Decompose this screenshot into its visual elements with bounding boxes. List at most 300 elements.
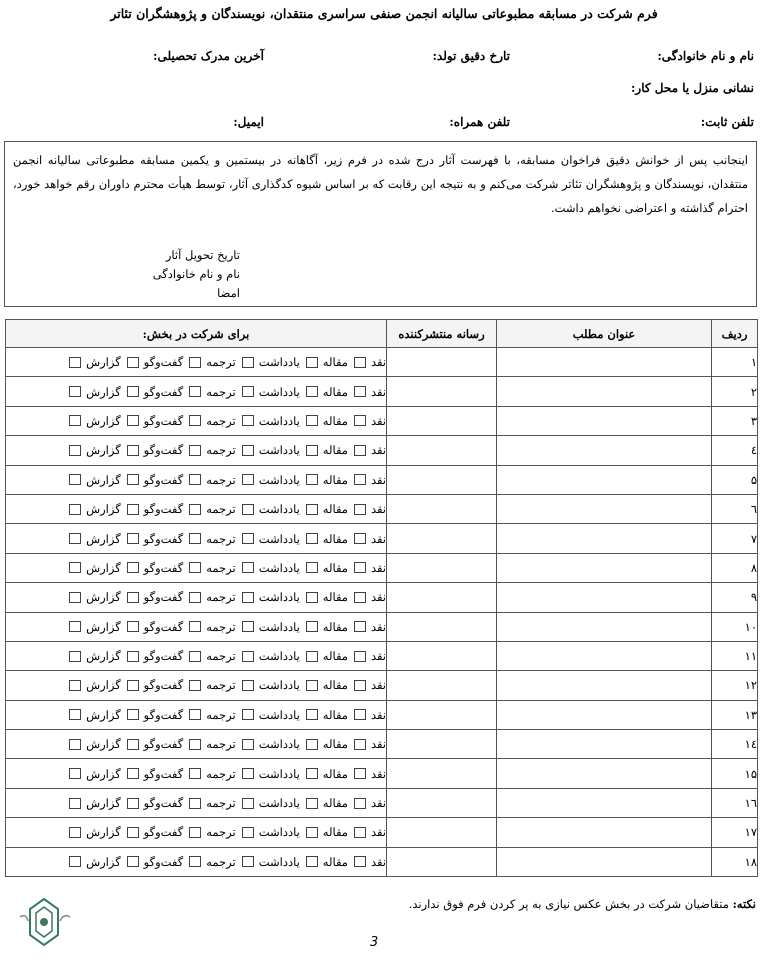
section-option-label: یادداشت [258, 443, 300, 458]
publisher-cell[interactable] [387, 788, 497, 817]
section-option-label: یادداشت [258, 649, 300, 664]
row-number: ۲ [712, 377, 758, 406]
checkbox[interactable] [354, 562, 366, 573]
checkbox[interactable] [354, 445, 366, 456]
section-option-label: مقاله [322, 649, 348, 664]
checkbox[interactable] [306, 709, 318, 720]
section-option [127, 708, 184, 722]
section-options [6, 385, 386, 399]
row-number: ۱۷ [712, 818, 758, 847]
section-option-label: گزارش [86, 707, 121, 722]
section-option-label: مقاله [322, 796, 348, 811]
checkbox[interactable] [306, 621, 318, 632]
publisher-cell[interactable] [387, 641, 497, 670]
checkbox[interactable] [354, 739, 366, 750]
section-options [6, 678, 386, 692]
section-option-label: نقد [370, 443, 386, 458]
checkbox[interactable] [306, 768, 318, 779]
checkbox[interactable] [127, 533, 139, 544]
publisher-cell[interactable] [387, 818, 497, 847]
checkbox[interactable] [189, 445, 201, 456]
section-option-label: گزارش [86, 649, 121, 664]
section-option-label: ترجمه [206, 825, 236, 840]
table-row [6, 671, 758, 700]
checkbox[interactable] [354, 680, 366, 691]
section-option [69, 385, 121, 399]
checkbox[interactable] [189, 651, 201, 662]
section-option [127, 737, 184, 751]
checkbox[interactable] [306, 415, 318, 426]
checkbox[interactable] [69, 386, 81, 397]
section-option [69, 473, 121, 487]
table-row [6, 524, 758, 553]
section-option [306, 532, 348, 546]
checkbox[interactable] [189, 709, 201, 720]
checkbox[interactable] [69, 415, 81, 426]
checkbox[interactable] [242, 445, 254, 456]
section-option-label: گفت‌وگو [143, 766, 184, 781]
checkbox[interactable] [127, 768, 139, 779]
checkbox[interactable] [242, 415, 254, 426]
note-text: متقاضیان شرکت در بخش عکس نیازی به پر کردن فرم فوق ندارند. [408, 897, 729, 911]
section-option-label: نقد [370, 590, 386, 605]
checkbox[interactable] [189, 798, 201, 809]
section-option-label: مقاله [322, 560, 348, 575]
checkbox[interactable] [189, 621, 201, 632]
section-option-label: یادداشت [258, 737, 300, 752]
section-option [69, 708, 121, 722]
table-row [6, 494, 758, 523]
row-number: ۸ [712, 553, 758, 582]
section-option [242, 620, 300, 634]
section-option-label: نقد [370, 560, 386, 575]
sections-cell [6, 406, 387, 435]
publisher-cell[interactable] [387, 553, 497, 582]
header-row-number: ردیف [712, 320, 758, 348]
checkbox[interactable] [69, 856, 81, 867]
section-option-label: ترجمه [206, 678, 236, 693]
sections-cell [6, 700, 387, 729]
section-option-label: ترجمه [206, 472, 236, 487]
section-option [127, 385, 184, 399]
checkbox[interactable] [189, 504, 201, 515]
section-option [69, 620, 121, 634]
section-option [242, 855, 300, 869]
section-option [69, 678, 121, 692]
checkbox[interactable] [69, 474, 81, 485]
section-options [6, 796, 386, 810]
checkbox[interactable] [127, 504, 139, 515]
checkbox[interactable] [242, 856, 254, 867]
email-field-label: ایمیل: [233, 115, 264, 129]
section-option [242, 532, 300, 546]
checkbox[interactable] [189, 357, 201, 368]
checkbox[interactable] [354, 798, 366, 809]
section-option-label: نقد [370, 531, 386, 546]
checkbox[interactable] [127, 415, 139, 426]
section-option [306, 708, 348, 722]
checkbox[interactable] [189, 827, 201, 838]
section-option-label: گزارش [86, 766, 121, 781]
checkbox[interactable] [69, 621, 81, 632]
checkbox[interactable] [69, 592, 81, 603]
section-option [306, 620, 348, 634]
checkbox[interactable] [354, 621, 366, 632]
section-option [354, 414, 386, 428]
checkbox[interactable] [189, 592, 201, 603]
checkbox[interactable] [69, 798, 81, 809]
checkbox[interactable] [306, 533, 318, 544]
checkbox[interactable] [242, 357, 254, 368]
table-row [6, 847, 758, 876]
sections-cell [6, 524, 387, 553]
title-cell[interactable] [497, 494, 712, 523]
checkbox[interactable] [242, 592, 254, 603]
section-option [354, 825, 386, 839]
section-option [127, 678, 184, 692]
sections-cell [6, 818, 387, 847]
checkbox[interactable] [242, 768, 254, 779]
title-cell[interactable] [497, 583, 712, 612]
section-option [354, 796, 386, 810]
section-option [354, 473, 386, 487]
checkbox[interactable] [127, 680, 139, 691]
row-number: ۱٤ [712, 730, 758, 759]
entries-table [5, 319, 758, 877]
checkbox[interactable] [127, 386, 139, 397]
section-option-label: یادداشت [258, 678, 300, 693]
section-option [242, 708, 300, 722]
sections-cell [6, 583, 387, 612]
checkbox[interactable] [306, 357, 318, 368]
section-option [354, 443, 386, 457]
section-option-label: گفت‌وگو [143, 854, 184, 869]
checkbox[interactable] [354, 415, 366, 426]
checkbox[interactable] [354, 504, 366, 515]
section-option [189, 443, 235, 457]
checkbox[interactable] [69, 357, 81, 368]
publisher-cell[interactable] [387, 494, 497, 523]
checkbox[interactable] [189, 856, 201, 867]
checkbox[interactable] [242, 709, 254, 720]
title-cell[interactable] [497, 612, 712, 641]
checkbox[interactable] [306, 592, 318, 603]
checkbox[interactable] [306, 386, 318, 397]
logo-graphic [14, 895, 74, 951]
section-option [189, 649, 235, 663]
section-option-label: گزارش [86, 560, 121, 575]
checkbox[interactable] [354, 592, 366, 603]
checkbox[interactable] [306, 827, 318, 838]
checkbox[interactable] [242, 827, 254, 838]
section-option [127, 414, 184, 428]
table-row [6, 730, 758, 759]
section-options [6, 737, 386, 751]
section-options [6, 825, 386, 839]
checkbox[interactable] [354, 651, 366, 662]
section-option-label: گفت‌وگو [143, 737, 184, 752]
section-option [354, 767, 386, 781]
sections-cell [6, 847, 387, 876]
title-cell[interactable] [497, 759, 712, 788]
section-option-label: گفت‌وگو [143, 384, 184, 399]
checkbox[interactable] [306, 474, 318, 485]
section-option-label: مقاله [322, 590, 348, 605]
section-option [242, 590, 300, 604]
section-option-label: گفت‌وگو [143, 619, 184, 634]
section-option [354, 385, 386, 399]
checkbox[interactable] [127, 798, 139, 809]
publisher-cell[interactable] [387, 524, 497, 553]
table-row [6, 788, 758, 817]
title-cell[interactable] [497, 436, 712, 465]
section-option-label: نقد [370, 502, 386, 517]
checkbox[interactable] [189, 415, 201, 426]
row-number: ۱۵ [712, 759, 758, 788]
checkbox[interactable] [69, 709, 81, 720]
checkbox[interactable] [127, 709, 139, 720]
checkbox[interactable] [69, 739, 81, 750]
checkbox[interactable] [354, 827, 366, 838]
section-option [242, 649, 300, 663]
checkbox[interactable] [189, 680, 201, 691]
section-option [127, 473, 184, 487]
sections-cell [6, 377, 387, 406]
checkbox[interactable] [69, 504, 81, 515]
publisher-cell[interactable] [387, 671, 497, 700]
title-cell[interactable] [497, 818, 712, 847]
checkbox[interactable] [127, 357, 139, 368]
section-option-label: نقد [370, 384, 386, 399]
title-cell[interactable] [497, 847, 712, 876]
title-cell[interactable] [497, 406, 712, 435]
section-option-label: یادداشت [258, 707, 300, 722]
checkbox[interactable] [306, 798, 318, 809]
section-option [354, 561, 386, 575]
publisher-cell[interactable] [387, 700, 497, 729]
section-option-label: گزارش [86, 355, 121, 370]
section-option-label: نقد [370, 472, 386, 487]
table-row [6, 377, 758, 406]
row-number: ۱۲ [712, 671, 758, 700]
mobile-field-label: تلفن همراه: [449, 115, 510, 129]
checkbox[interactable] [242, 798, 254, 809]
row-number: ۹ [712, 583, 758, 612]
title-cell[interactable] [497, 553, 712, 582]
section-option [189, 414, 235, 428]
publisher-cell[interactable] [387, 583, 497, 612]
publisher-cell[interactable] [387, 377, 497, 406]
section-options [6, 355, 386, 369]
section-options [6, 708, 386, 722]
publisher-cell[interactable] [387, 612, 497, 641]
checkbox[interactable] [127, 445, 139, 456]
checkbox[interactable] [306, 680, 318, 691]
checkbox[interactable] [127, 592, 139, 603]
row-number: ۱۸ [712, 847, 758, 876]
row-number: ۱٦ [712, 788, 758, 817]
section-options [6, 767, 386, 781]
checkbox[interactable] [242, 739, 254, 750]
section-option-label: ترجمه [206, 619, 236, 634]
checkbox[interactable] [127, 651, 139, 662]
checkbox[interactable] [242, 621, 254, 632]
address-field-label: نشانی منزل یا محل کار: [631, 81, 754, 95]
sections-cell [6, 436, 387, 465]
section-option [189, 502, 235, 516]
checkbox[interactable] [306, 856, 318, 867]
section-option-label: یادداشت [258, 384, 300, 399]
section-option-label: گفت‌وگو [143, 443, 184, 458]
checkbox[interactable] [127, 856, 139, 867]
checkbox[interactable] [354, 474, 366, 485]
section-option [69, 561, 121, 575]
checkbox[interactable] [354, 709, 366, 720]
section-options [6, 649, 386, 663]
checkbox[interactable] [354, 386, 366, 397]
checkbox[interactable] [354, 768, 366, 779]
checkbox[interactable] [189, 474, 201, 485]
publisher-cell[interactable] [387, 465, 497, 494]
checkbox[interactable] [189, 386, 201, 397]
checkbox[interactable] [242, 651, 254, 662]
publisher-cell[interactable] [387, 730, 497, 759]
publisher-cell[interactable] [387, 406, 497, 435]
section-option [189, 825, 235, 839]
checkbox[interactable] [69, 680, 81, 691]
section-option-label: مقاله [322, 531, 348, 546]
title-cell[interactable] [497, 730, 712, 759]
section-option [242, 414, 300, 428]
title-cell[interactable] [497, 524, 712, 553]
section-option-label: نقد [370, 649, 386, 664]
section-option [69, 590, 121, 604]
birthdate-field-label: تارخ دقیق تولد: [432, 49, 510, 63]
section-option [189, 590, 235, 604]
checkbox[interactable] [127, 827, 139, 838]
section-option-label: ترجمه [206, 707, 236, 722]
checkbox[interactable] [69, 562, 81, 573]
publisher-cell[interactable] [387, 759, 497, 788]
section-option-label: گفت‌وگو [143, 590, 184, 605]
section-option-label: مقاله [322, 384, 348, 399]
checkbox[interactable] [69, 768, 81, 779]
checkbox[interactable] [189, 768, 201, 779]
checkbox[interactable] [69, 445, 81, 456]
section-option-label: گفت‌وگو [143, 355, 184, 370]
title-cell[interactable] [497, 377, 712, 406]
publisher-cell[interactable] [387, 348, 497, 377]
checkbox[interactable] [69, 827, 81, 838]
checkbox[interactable] [242, 562, 254, 573]
section-option [127, 532, 184, 546]
publisher-cell[interactable] [387, 436, 497, 465]
checkbox[interactable] [242, 386, 254, 397]
section-option-label: نقد [370, 737, 386, 752]
title-cell[interactable] [497, 465, 712, 494]
theater-logo [14, 895, 74, 955]
checkbox[interactable] [242, 474, 254, 485]
checkbox[interactable] [69, 651, 81, 662]
section-option-label: یادداشت [258, 472, 300, 487]
title-cell[interactable] [497, 671, 712, 700]
signature-block [140, 246, 240, 303]
section-option [306, 855, 348, 869]
checkbox[interactable] [189, 739, 201, 750]
publisher-cell[interactable] [387, 847, 497, 876]
sections-cell [6, 730, 387, 759]
checkbox[interactable] [354, 533, 366, 544]
section-option-label: گزارش [86, 590, 121, 605]
section-option [127, 355, 184, 369]
section-option-label: گفت‌وگو [143, 796, 184, 811]
checkbox[interactable] [189, 562, 201, 573]
section-option-label: ترجمه [206, 649, 236, 664]
section-option-label: گزارش [86, 796, 121, 811]
section-option-label: مقاله [322, 472, 348, 487]
title-cell[interactable] [497, 641, 712, 670]
table-row [6, 612, 758, 641]
sections-cell [6, 671, 387, 700]
section-option [306, 678, 348, 692]
section-option [69, 767, 121, 781]
checkbox[interactable] [189, 533, 201, 544]
header-publisher: رسانه منتشرکننده [387, 320, 497, 348]
section-option-label: مقاله [322, 355, 348, 370]
delivery-date-label: تاریخ تحویل آثار [165, 248, 240, 262]
checkbox[interactable] [69, 533, 81, 544]
checkbox[interactable] [306, 739, 318, 750]
section-option-label: ترجمه [206, 766, 236, 781]
section-option-label: نقد [370, 619, 386, 634]
checkbox[interactable] [127, 562, 139, 573]
section-option-label: ترجمه [206, 796, 236, 811]
section-option-label: یادداشت [258, 796, 300, 811]
section-option [127, 825, 184, 839]
title-cell[interactable] [497, 788, 712, 817]
checkbox[interactable] [306, 562, 318, 573]
checkbox[interactable] [127, 474, 139, 485]
title-cell[interactable] [497, 700, 712, 729]
section-option [242, 355, 300, 369]
section-option [306, 767, 348, 781]
checkbox[interactable] [306, 445, 318, 456]
checkbox[interactable] [242, 533, 254, 544]
checkbox[interactable] [354, 357, 366, 368]
section-options [6, 532, 386, 546]
checkbox[interactable] [127, 739, 139, 750]
table-row [6, 406, 758, 435]
table-row [6, 583, 758, 612]
section-option-label: گفت‌وگو [143, 707, 184, 722]
checkbox[interactable] [306, 504, 318, 515]
checkbox[interactable] [242, 680, 254, 691]
section-option [242, 767, 300, 781]
section-option [242, 796, 300, 810]
form-title: فرم شرکت در مسابقه مطبوعاتی سالیانه انجمن صنفی سراسری منتقدان، نویسندگان و پژوهشگران تئاتر [110, 6, 658, 21]
section-option-label: گزارش [86, 413, 121, 428]
checkbox[interactable] [242, 504, 254, 515]
section-option-label: گفت‌وگو [143, 413, 184, 428]
row-number: ۷ [712, 524, 758, 553]
checkbox[interactable] [127, 621, 139, 632]
checkbox[interactable] [354, 856, 366, 867]
sections-cell [6, 348, 387, 377]
checkbox[interactable] [306, 651, 318, 662]
title-cell[interactable] [497, 348, 712, 377]
section-options [6, 620, 386, 634]
section-option-label: یادداشت [258, 531, 300, 546]
